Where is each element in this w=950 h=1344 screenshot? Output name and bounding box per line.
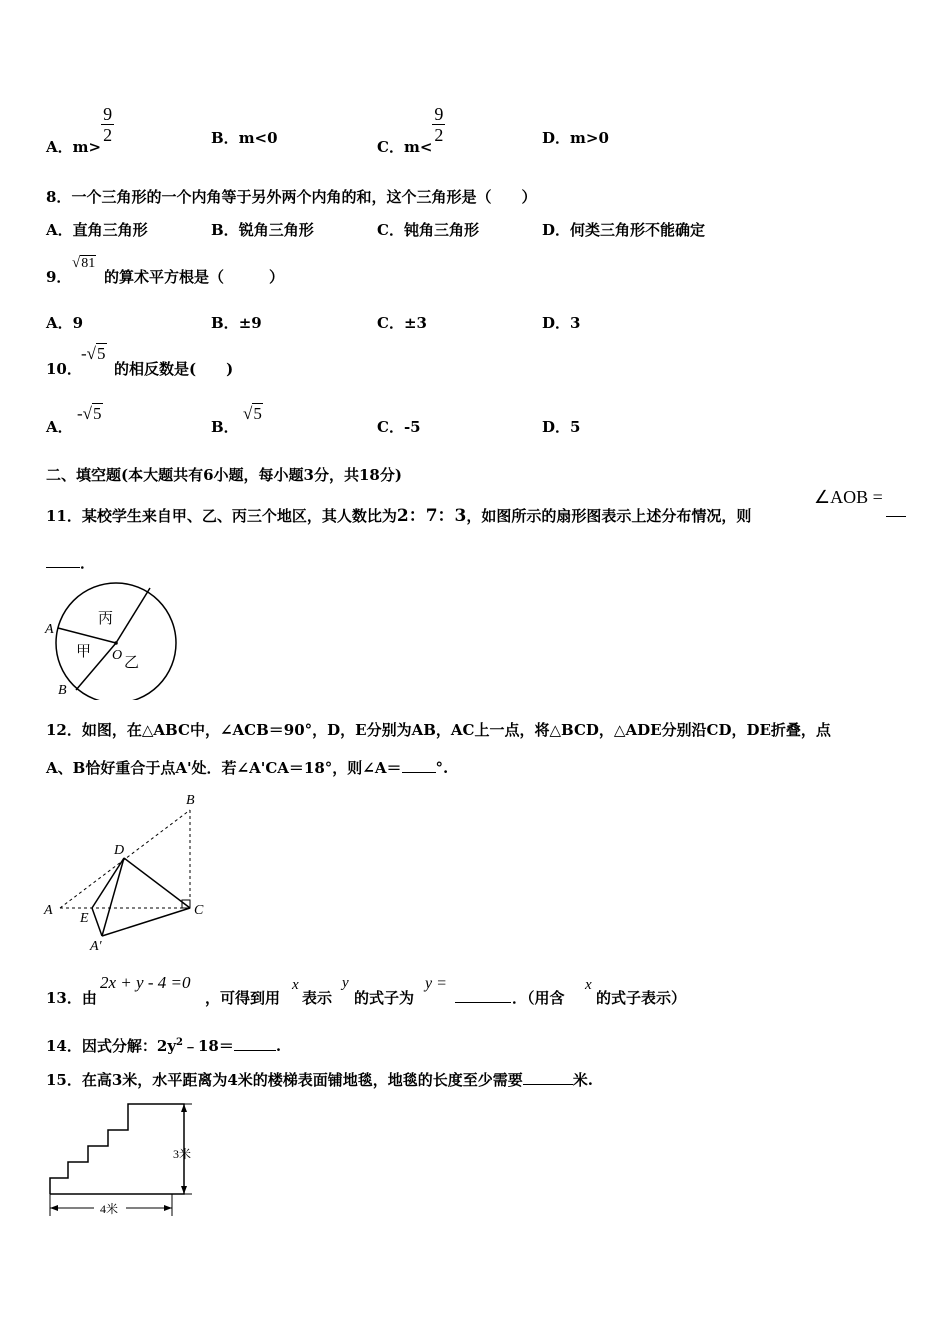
option-letter: C． bbox=[377, 221, 404, 239]
question-number: 14． bbox=[46, 1037, 82, 1055]
label-a-prime: A′ bbox=[90, 939, 102, 954]
q14-stem bbox=[46, 1035, 281, 1056]
q8-option-c bbox=[377, 219, 479, 240]
q13-mid4: ．（用含 bbox=[512, 989, 565, 1007]
option-letter: C． bbox=[377, 137, 404, 156]
unit-end: 米. bbox=[572, 1071, 593, 1089]
q11-pie-figure bbox=[40, 580, 185, 700]
q7-option-b bbox=[211, 127, 278, 148]
question-text: 的算术平方根是（ ） bbox=[104, 268, 285, 286]
q15-stem bbox=[46, 1069, 593, 1090]
degree-end: °. bbox=[435, 759, 449, 777]
q8-option-a bbox=[46, 219, 148, 240]
q15-answer-blank[interactable] bbox=[523, 1070, 573, 1085]
q13-mid3: 的式子为 bbox=[354, 989, 415, 1007]
q10-option-a bbox=[46, 416, 73, 437]
label-b: B bbox=[58, 683, 67, 698]
q13-mid2: 表示 bbox=[302, 989, 333, 1007]
option-text: 何类三角形不能确定 bbox=[570, 221, 706, 239]
center-dot bbox=[114, 641, 118, 645]
q10-option-d bbox=[542, 416, 580, 437]
option-letter: A． bbox=[46, 137, 73, 156]
q11-answer-blank-2[interactable] bbox=[46, 553, 80, 568]
q9-stem bbox=[46, 266, 71, 287]
fraction: $\frac{9}{2}$ bbox=[103, 104, 113, 145]
minus-sign: - bbox=[77, 404, 83, 423]
question-number: 8． bbox=[46, 188, 72, 206]
option-text: m<0 bbox=[238, 129, 278, 147]
q8-stem bbox=[46, 186, 536, 207]
q7-option-c bbox=[377, 104, 445, 156]
q10-text bbox=[114, 358, 233, 379]
option-letter: B． bbox=[211, 221, 239, 239]
option-text: 9 bbox=[72, 314, 84, 332]
option-letter: D． bbox=[542, 221, 571, 239]
option-text: 钝角三角形 bbox=[403, 221, 479, 239]
region-yi: 乙 bbox=[124, 655, 140, 671]
option-text: m> bbox=[72, 137, 102, 156]
option-text: m>0 bbox=[570, 129, 609, 147]
question-number: 15． bbox=[46, 1071, 82, 1089]
question-number: 12． bbox=[46, 721, 82, 739]
option-letter: D． bbox=[542, 418, 571, 436]
segment-ea-prime bbox=[92, 908, 102, 936]
q15-staircase-figure bbox=[42, 1098, 207, 1220]
q10-option-b-sqrt: √5 bbox=[243, 404, 262, 423]
radius-oa bbox=[58, 628, 116, 643]
question-text: 某校学生来自甲、乙、丙三个地区，其人数比为 bbox=[81, 507, 397, 525]
q12-line2 bbox=[46, 757, 448, 778]
ratio: 2：7：3 bbox=[396, 506, 467, 526]
q13-mid1: ，可得到用 bbox=[205, 989, 281, 1007]
option-text: -5 bbox=[403, 418, 421, 436]
height-arrow-bottom bbox=[181, 1186, 187, 1194]
exponent: 2 bbox=[176, 1037, 183, 1048]
q14-answer-blank[interactable] bbox=[234, 1036, 276, 1051]
q9-sqrt: √81 bbox=[72, 255, 96, 271]
q9-option-c bbox=[377, 312, 427, 333]
option-letter: B． bbox=[211, 129, 239, 147]
segment-de bbox=[92, 858, 124, 908]
q10-option-c bbox=[377, 416, 421, 437]
segment-ca-prime bbox=[102, 908, 190, 936]
radicand: 81 bbox=[81, 256, 96, 271]
label-e: E bbox=[80, 911, 89, 926]
label-a: A bbox=[44, 903, 53, 918]
radicand: 5 bbox=[97, 344, 106, 363]
width-arrow-right bbox=[164, 1205, 172, 1211]
question-number: 11． bbox=[46, 507, 82, 525]
option-text: 直角三角形 bbox=[72, 221, 148, 239]
question-number: 13． bbox=[46, 989, 82, 1007]
q12-line1 bbox=[46, 719, 831, 740]
option-letter: B． bbox=[211, 418, 239, 436]
q11-angle-expr: ∠AOB = bbox=[814, 487, 883, 507]
q13-var-x: x bbox=[292, 977, 299, 993]
q13-equation: 2x + y - 4 =0 bbox=[100, 973, 191, 992]
segment-da-prime bbox=[102, 858, 124, 936]
question-text: 因式分解：2y bbox=[81, 1037, 177, 1055]
q9-option-d bbox=[542, 312, 580, 333]
option-text: 3 bbox=[570, 314, 581, 332]
width-label: 4米 bbox=[100, 1202, 119, 1216]
q12-answer-blank[interactable] bbox=[402, 758, 436, 773]
region-bing: 丙 bbox=[98, 611, 114, 627]
radius-oc bbox=[116, 588, 150, 643]
q9-option-b bbox=[211, 312, 262, 333]
q11-line2 bbox=[46, 552, 95, 573]
label-c: C bbox=[194, 903, 204, 918]
question-text: A、B恰好重合于点A'处．若∠A'CA＝18°，则∠A＝ bbox=[46, 759, 402, 777]
option-letter: D． bbox=[542, 314, 571, 332]
q13-answer-blank[interactable] bbox=[455, 986, 511, 1003]
question-number: 9． bbox=[46, 268, 72, 286]
question-text: 在高3米，水平距离为4米的楼梯表面铺地毯，地毯的长度至少需要 bbox=[81, 1071, 523, 1089]
question-text: 的相反数是( ) bbox=[114, 360, 234, 378]
q11-stem bbox=[46, 501, 751, 526]
fraction: $\frac{9}{2}$ bbox=[434, 104, 444, 145]
label-a: A bbox=[45, 622, 54, 637]
question-number: 10． bbox=[46, 360, 82, 378]
option-letter: C． bbox=[377, 418, 404, 436]
q13-y-eq: y = bbox=[425, 975, 447, 992]
q13-var-y: y bbox=[342, 975, 349, 991]
label-o: O bbox=[112, 648, 123, 663]
label-d: D bbox=[114, 843, 125, 858]
q11-answer-blank-1[interactable] bbox=[886, 500, 906, 517]
question-text: 如图，在△ABC中，∠ACB＝90°，D，E分别为AB，AC上一点，将△BCD，△ADE分别沿CD，DE折叠，点 bbox=[81, 721, 831, 739]
segment-dc bbox=[124, 858, 190, 908]
question-text: 一个三角形的一个内角等于另外两个内角的和，这个三角形是（ ） bbox=[71, 188, 537, 206]
q12-triangle-figure bbox=[40, 790, 215, 955]
q8-option-b bbox=[211, 219, 314, 240]
width-arrow-left bbox=[50, 1205, 58, 1211]
period: ． bbox=[80, 554, 96, 572]
radicand: 5 bbox=[93, 404, 102, 423]
q13-end: 的式子表示） bbox=[596, 989, 687, 1007]
q10-option-a-sqrt: -√5 bbox=[77, 404, 102, 423]
height-arrow-top bbox=[181, 1104, 187, 1112]
q10-sqrt: -√5 bbox=[81, 344, 106, 363]
q13-number bbox=[46, 987, 97, 1008]
staircase-outline bbox=[50, 1104, 184, 1194]
option-text: 5 bbox=[570, 418, 581, 436]
option-letter: D． bbox=[542, 129, 571, 147]
option-text: m< bbox=[403, 137, 433, 156]
q8-option-d bbox=[542, 219, 705, 240]
q7-option-a bbox=[46, 104, 114, 156]
region-jia: 甲 bbox=[76, 644, 92, 660]
q13-var-x2: x bbox=[585, 977, 592, 993]
question-text-2: ﹣18＝ bbox=[183, 1037, 234, 1055]
q7-option-d bbox=[542, 127, 609, 148]
q10-number bbox=[46, 358, 82, 379]
question-text-2: ，如图所示的扇形图表示上述分布情况，则 bbox=[466, 507, 752, 525]
radicand: 5 bbox=[253, 404, 262, 423]
section-title: 二、填空题(本大题共有6小题，每小题3分，共18分) bbox=[46, 466, 402, 484]
q9-text bbox=[104, 266, 284, 287]
minus-sign: - bbox=[81, 344, 87, 363]
label-b: B bbox=[186, 793, 195, 808]
option-letter: C． bbox=[377, 314, 404, 332]
option-letter: B． bbox=[211, 314, 239, 332]
option-letter: A． bbox=[46, 314, 73, 332]
option-text: 锐角三角形 bbox=[238, 221, 314, 239]
q9-option-a bbox=[46, 312, 83, 333]
height-label: 3米 bbox=[173, 1147, 192, 1161]
option-letter: A． bbox=[46, 418, 73, 436]
period: . bbox=[275, 1037, 282, 1055]
option-text: ±3 bbox=[403, 314, 427, 332]
option-letter: A． bbox=[46, 221, 73, 239]
q10-option-b bbox=[211, 416, 239, 437]
question-text: 由 bbox=[81, 989, 97, 1007]
option-text: ±9 bbox=[238, 314, 262, 332]
